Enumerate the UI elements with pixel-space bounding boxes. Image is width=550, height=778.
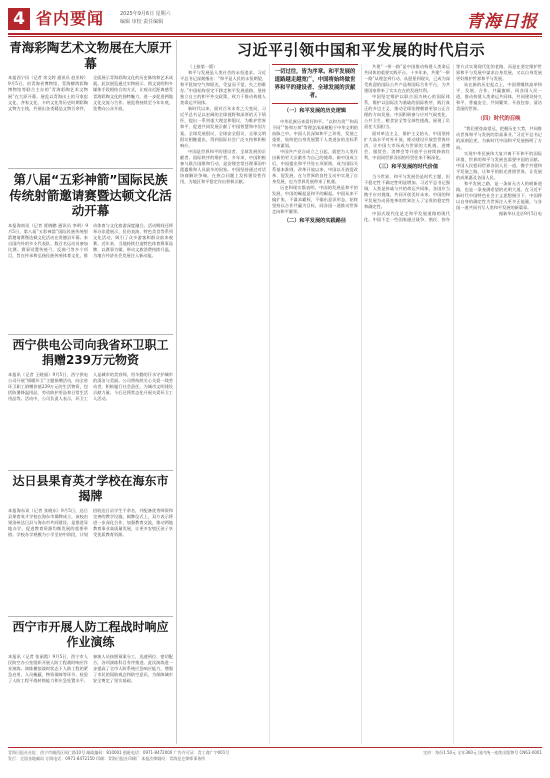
byline: 据新华社北京9月5日电 [498, 211, 542, 217]
article-title: 西宁供电公司向我省环卫职工捐赠239万元物资 [12, 338, 169, 367]
divider [8, 334, 173, 335]
divider [8, 616, 173, 617]
paragraph: 历史和现实都表明，中国的发展是和平的发展，中国的崛起是和平的崛起。中国从来不搞扩张，不谋求霸权，不输出意识形态，始终坚持以合作共赢为目标，同各国一道推动世界走向和平繁荣。 [272, 185, 358, 215]
issue-meta [120, 10, 171, 26]
main-article-body [180, 64, 542, 744]
divider [8, 470, 173, 471]
column-divider [176, 40, 177, 744]
footer-rule [8, 747, 542, 748]
paragraph: 中华民族历来爱好和平。“以和为贵”“和而不同”“协和万邦”等理念深深植根于中华文明的血脉之中。中国人民深知和平之珍贵、发展之重要，始终把自身发展置于人类进步的坐标系中来谋划。 [272, 118, 358, 148]
article-body: 本报讯（记者 王晓丽）9月5日，西宁供电公司开展“情暖环卫”主题捐赠活动，向全省环卫职工捐赠价值239万元的生活物资，包括防暑降温用品、劳动防护用品和日常生活用品等。活动中，公司负责人表示，环卫工人是城市的美容师，用辛勤的汗水守护城市的清洁与美丽。公司将持续关心关爱一线劳动者，积极履行社会责任，为城市文明建设贡献力量。今后还将常态化开展关爱环卫工人活动。 [8, 372, 173, 402]
paragraph: 当今世界，和平与发展仍是时代主题，但不稳定性不确定性明显增加。习近平总书记强调，人类是休戚与共的命运共同体，各国应当携手应对挑战，共同开创美好未来。中国的和平发展为动荡变革的世界注入了宝贵的稳定性和确定性。 [364, 174, 450, 210]
paragraph: 中国坚定维护以联合国为核心的国际体系，维护以国际法为基础的国际秩序，践行真正的多边主义，推动全球治理朝着更加公正合理的方向发展。中国积极参与应对气候变化、公共卫生、粮食安全等全球性挑战，展现了负责任大国担当。 [364, 94, 450, 130]
lead-line: （上接第一版） [188, 64, 218, 69]
footer-info [8, 750, 408, 762]
date-line: 2025年9月6日 星期六 [120, 11, 171, 17]
section-heading: （三）和平发展的时代价值 [375, 163, 439, 170]
article-title: 第八届“五彩神箭”国际民族传统射箭邀请赛暨达顿文化活动开幕 [9, 172, 172, 219]
footer-line: 青海日报社社址：西宁市城西区同仁路10号 邮政编码：810001 值班电话：0971-8472000 广告许可证：青工商广字001号 [8, 750, 230, 755]
paragraph: 站在新的历史起点上，中国将继续高举和平、发展、合作、共赢旗帜，同各国人民一道，推动构建人类命运共同体，共同建设持久和平、普遍安全、共同繁荣、开放包容、清洁美丽的世界。 [456, 82, 542, 112]
paragraph: 实现中华民族伟大复兴离不开和平的国际环境，世界的和平与发展也需要中国的贡献。中国人民愿同世界各国人民一道，携手共建和平发展之路，让和平的阳光普照世界，让发展的成果惠及各国人民。 [456, 150, 542, 180]
article-title: 西宁市开展人防工程战时响应作业演练 [12, 620, 169, 649]
paragraph: 面对单边主义、保护主义抬头，中国坚持扩大高水平对外开放，推动建设开放型世界经济，让中国大市场成为世界的大机遇。进博会、服贸会、消博会等开放平台持续释放红利，中国同世界各国的经贸往来不断深化。 [364, 130, 450, 160]
editor-line: 编辑 审校 责任编辑 [120, 19, 164, 25]
paragraph: “我们要登高望远，把握历史大势，共同推动世界和平与发展的崇高事业。”习近平总书记的深刻论述，为新时代中国和平发展指明了方向。 [456, 126, 542, 150]
paragraph: 新时代以来，面对百年未有之大变局，习近平总书记以宏阔的全球视野和深厚的天下情怀，提出一系列重大理念和倡议，为维护世界和平、促进共同发展贡献了中国智慧和中国方案。全球发展倡议、全球安全倡议、全球文明倡议相继提出，得到国际社会广泛支持和积极响应。 [180, 106, 266, 148]
footer-line: 发行：全国各地邮局 订阅电话：0971-8472150 印刷：青海日报社印刷厂 本报法律顾问：青海昆仑律师事务所 [8, 756, 206, 761]
masthead-logo: 青海日报 [466, 12, 538, 32]
left-column [8, 40, 173, 744]
section-title: 省内要闻 [36, 9, 105, 28]
section-heading: （二）和平发展的实践路径 [283, 218, 347, 225]
page-header [8, 6, 542, 32]
article-archery-contest [8, 172, 173, 332]
article-pottery-exhibition [8, 40, 173, 166]
divider [8, 168, 173, 169]
section-heading: （一）和平发展的历史逻辑 [283, 108, 347, 114]
article-body: 本报海南讯（记者 贾晓鹏 通讯员 李明）9月5日，第八届“五彩神箭”国际民族传统射箭邀请赛暨达顿文化活动在贵德县开幕。来自国内外的多支代表队、数百名运动员参加比赛。赛事设置传统弓、反曲弓等多个项目，旨在传承和弘扬民族传统体育文化，推动体育与文化旅游深度融合。活动期间还将举办非遗展示、民俗表演、特色美食等系列文化活动，吸引了众多游客和群众前来观赛。近年来，当地持续打造特色体育赛事品牌，以赛事为媒，带动文旅消费持续升温，为地方经济社会发展注入新动能。 [8, 222, 173, 259]
footer-price: 定价：每份1.50元 全年360元 国内统一连续出版物号 CN63-0001 [423, 750, 542, 755]
article-body: 本报西宁讯（记者 余文婷 通讯员 赵亚婷）9月5日，由青海省博物馆、青海柳湾彩陶博物馆等联合主办的“青海彩陶艺术文物展”在大原开幕。展览以青海出土的马家窑文化、齐家文化、卡约文化等历史时期彩陶文物为主线，共展出各类精品文物百余件，全面展示青海彩陶文化的历史脉络和艺术成就。此次展览通过实物展示、图文说明和多媒体手段相结合的方式，让观众近距离感受青海彩陶文化的独特魅力，进一步促进两地文化交流与合作。展览将持续至今年年底，免费向公众开放。 [8, 75, 173, 111]
article-title: 青海彩陶艺术文物展在大原开幕 [9, 40, 172, 71]
article-civil-defense-drill [8, 620, 173, 744]
article-sanitation-donation [8, 338, 173, 468]
section-heading: （四）时代的召唤 [477, 116, 521, 123]
paragraph: 共建“一带一路”是中国推动构建人类命运共同体的重要实践平台。十多年来，共建“一带一路”从理念到行动、从愿景到现实，已成为深受欢迎的国际公共产品和国际合作平台，为共建国家带来了实实在在的发展红利。 [364, 64, 450, 94]
header-rule [8, 33, 542, 35]
main-headline: 习近平引领中国和平发展的时代启示 [236, 41, 485, 59]
paragraph: 和平与发展是人类社会的永恒追求。习近平总书记深刻指出：“和平是人民的永恒期望，和平犹如空气和阳光，受益而不觉，失之则难存。”中国始终坚定不移走和平发展道路，坚持独立自主的和平外交政策，致力于推动构建人类命运共同体。 [180, 70, 266, 106]
article-body: 本报海东讯（记者 张晓东）9月5日，达日县果育英才学校在海东市揭牌成立。该校由果洛州达日县与海东市共同建设，是推进异地办学、促进教育资源均衡发展的重要举措。学校办学规模为小学至初中阶段，计划招收达日县学生千余名，并配备优秀师资和完善的教学设施。揭牌仪式上，双方表示将进一步深化合作，加强教育交流，推动两地教育事业高质量发展，让更多农牧区孩子享受优质教育资源。 [8, 508, 173, 538]
page-number: 4 [8, 8, 30, 30]
page-footer [8, 750, 542, 774]
pull-quote: 一切过往，皆为序章。和平发展的道路越走越宽广，中国将始终做世界和平的建设者、全球发展的贡献者。 [272, 64, 358, 104]
paragraph: 中国共产党自成立之日起，就把为人类作出新的更大贡献作为自己的使命。新中国成立后，中国提出和平共处五项原则，成为国际关系基本准则。改革开放以来，中国以开放促改革、促发展，在与世界的良性互动中实现了自身发展，也为世界发展带来了机遇。 [272, 148, 358, 184]
header-rule-thin [8, 36, 542, 37]
paragraph: 和平发展之路，是一条前无古人的崭新道路，也是一条充满希望的光明大道。在习近平新时代中国特色社会主义思想指引下，中国将以自身的确定性为世界注入更多正能量，与各国一道共同书写人类和平发展的新篇章。 [456, 180, 542, 210]
paragraph: 中国式现代化是走和平发展道路的现代化。中国不走一些国家通过战争、殖民、掠夺等方式实现现代化的老路，而是在坚定维护世界和平与发展中谋求自身发展，又以自身发展更好维护世界和平与发展。 [364, 64, 542, 222]
article-school-opening [8, 474, 173, 614]
article-body: 本报讯（记者 张丽霞）9月5日，西宁市人民防空办公室组织开展人防工程战时响应作业演练。演练模拟战时状态下人防工程的紧急启用、人员掩蔽、物资保障等环节，检验了人防工程平战转换能力和应急处置水平。参演人员按照预案分工，迅速到位、密切配合，各项演练科目有序推进。此次演练进一步提高了全市人防系统应急响应能力，增强了市民的国防观念和防空意识，为保障城市安全奠定了坚实基础。 [8, 654, 173, 684]
paragraph: 中国是世界和平的建设者、全球发展的贡献者、国际秩序的维护者。多年来，中国积极参与联合国维和行动，是安理会常任理事国中派遣维和人员最多的国家。中国坚持通过对话协商解决争端，在热点问题上发挥建设性作用，为地区和平稳定作出积极贡献。 [180, 148, 266, 184]
article-title: 达日县果育英才学校在海东市揭牌 [12, 474, 169, 503]
main-article [180, 40, 542, 744]
